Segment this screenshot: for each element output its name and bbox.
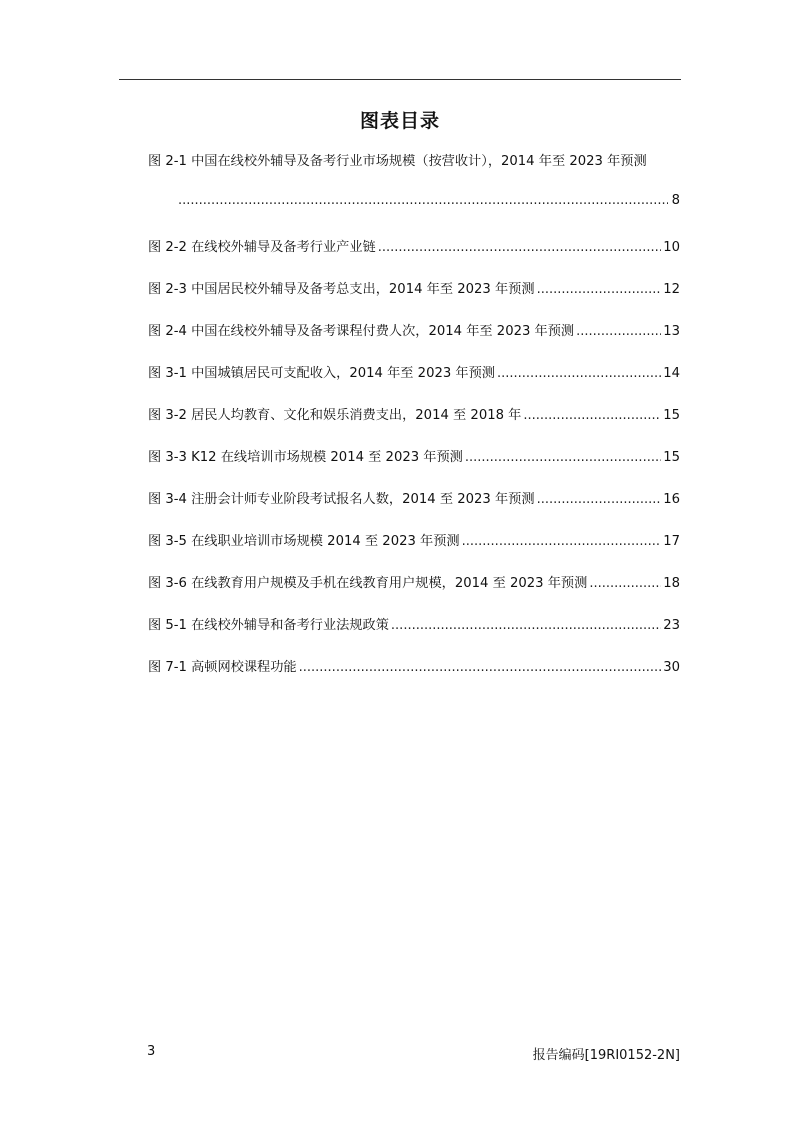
toc-entry-page: 8	[671, 193, 680, 208]
toc-entry-page: 13	[663, 324, 680, 339]
toc-entry-label: 图 2-4 中国在线校外辅导及备考课程付费人次，2014 年至 2023 年预测	[148, 324, 575, 339]
toc-entry-2-1[interactable]	[148, 150, 680, 169]
dot-leader	[391, 618, 661, 633]
toc-entry-page: 15	[663, 408, 680, 423]
dot-leader	[589, 576, 661, 591]
toc-entry-label: 图 5-1 在线校外辅导和备考行业法规政策	[148, 618, 389, 633]
toc-entry-page: 14	[663, 366, 680, 381]
toc-entry-label: 图 3-2 居民人均教育、文化和娱乐消费支出，2014 至 2018 年	[148, 408, 522, 423]
footer-report-code: 报告编码[19RI0152-2N]	[532, 1048, 680, 1063]
toc-entry-label: 图 2-2 在线校外辅导及备考行业产业链	[148, 240, 376, 255]
dot-leader	[465, 450, 661, 465]
toc-entry-label: 图 3-4 注册会计师专业阶段考试报名人数，2014 至 2023 年预测	[148, 492, 535, 507]
toc-entry-page: 15	[663, 450, 680, 465]
toc-entry-2-1-continuation[interactable]	[178, 193, 680, 213]
toc-entry-label: 图 7-1 高顿网校课程功能	[148, 660, 297, 675]
dot-leader	[378, 240, 661, 255]
toc-entry-label: 图 3-5 在线职业培训市场规模 2014 至 2023 年预测	[148, 534, 460, 549]
toc-entry-2-4[interactable]	[148, 320, 680, 340]
dot-leader	[537, 492, 662, 507]
toc-entry-3-6[interactable]	[148, 572, 680, 592]
toc-entry-label: 图 2-1 中国在线校外辅导及备考行业市场规模（按营收计），2014 年至 2023 年预测	[148, 154, 647, 169]
header-rule	[119, 79, 681, 80]
toc-entry-3-2[interactable]	[148, 404, 680, 424]
toc-entry-label: 图 3-1 中国城镇居民可支配收入，2014 年至 2023 年预测	[148, 366, 495, 381]
toc-entry-2-2[interactable]	[148, 236, 680, 256]
toc-entry-3-1[interactable]	[148, 362, 680, 382]
toc-entry-3-5[interactable]	[148, 530, 680, 550]
toc-entry-3-3[interactable]	[148, 446, 680, 466]
toc-entry-5-1[interactable]	[148, 614, 680, 634]
dot-leader	[178, 193, 668, 208]
toc-entry-3-4[interactable]	[148, 488, 680, 508]
dot-leader	[497, 366, 661, 381]
toc-entry-page: 30	[663, 660, 680, 675]
footer-page-number: 3	[147, 1044, 156, 1059]
toc-entry-page: 12	[663, 282, 680, 297]
toc-entry-page: 16	[663, 492, 680, 507]
toc-entry-7-1[interactable]	[148, 656, 680, 676]
toc-entry-2-3[interactable]	[148, 278, 680, 298]
dot-leader	[299, 660, 662, 675]
toc-entry-page: 18	[663, 576, 680, 591]
toc-entry-page: 10	[663, 240, 680, 255]
dot-leader	[576, 324, 661, 339]
toc-entry-label: 图 2-3 中国居民校外辅导及备考总支出，2014 年至 2023 年预测	[148, 282, 535, 297]
toc-entry-label: 图 3-3 K12 在线培训市场规模 2014 至 2023 年预测	[148, 450, 463, 465]
toc-entry-page: 17	[663, 534, 680, 549]
dot-leader	[462, 534, 662, 549]
dot-leader	[523, 408, 661, 423]
toc-entry-page: 23	[663, 618, 680, 633]
dot-leader	[537, 282, 662, 297]
toc-entry-label: 图 3-6 在线教育用户规模及手机在线教育用户规模，2014 至 2023 年预测	[148, 576, 588, 591]
page-title: 图表目录	[359, 110, 440, 132]
